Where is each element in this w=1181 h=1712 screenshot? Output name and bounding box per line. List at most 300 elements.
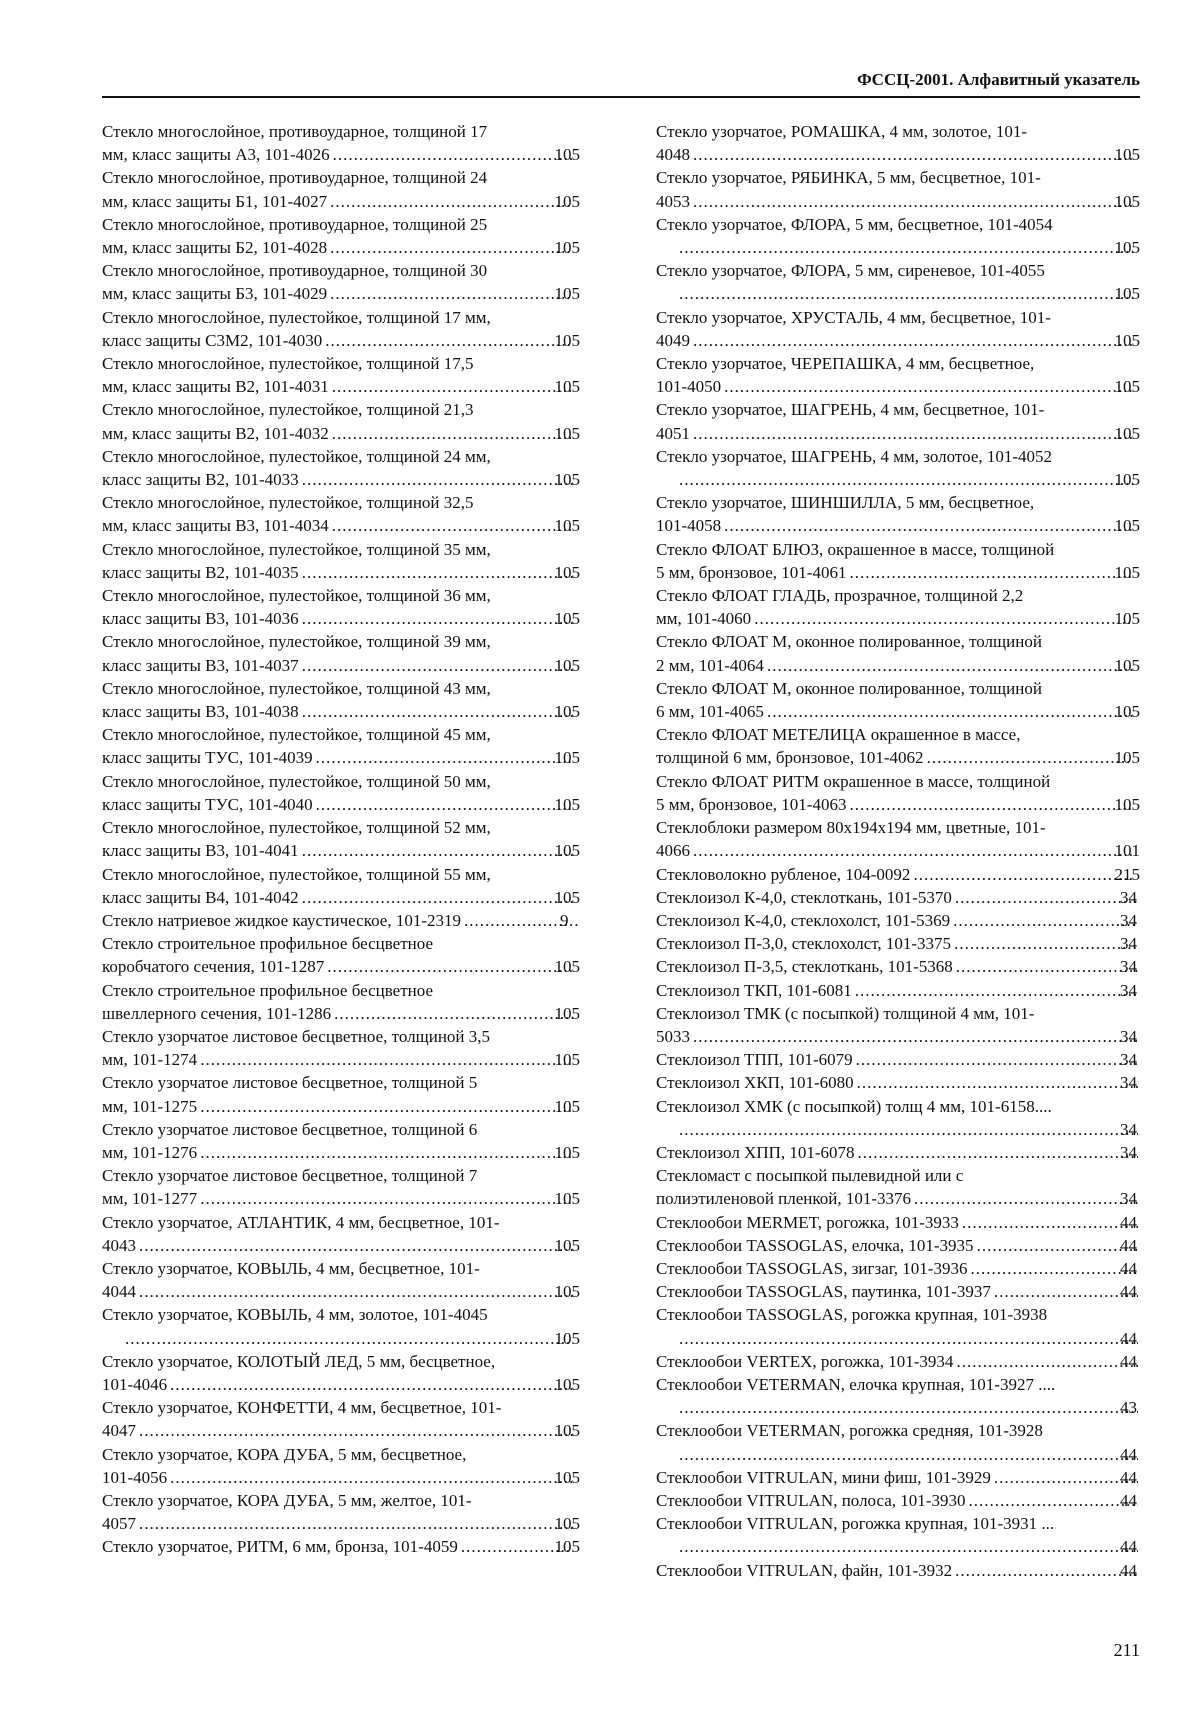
entry-text-head: Стекло узорчатое листовое бесцветное, толщиной 5 bbox=[102, 1073, 478, 1093]
entry-text: 4044 bbox=[102, 1282, 136, 1302]
entry-text: класс защиты В3, 101-4037 bbox=[102, 655, 299, 675]
index-entry: Стеклообои VITRULAN, мини фиш, 101-3929 ..... 44 bbox=[656, 1466, 1140, 1489]
entry-page-ref: 105 bbox=[1114, 609, 1140, 629]
index-entry bbox=[102, 1489, 580, 1535]
entry-page-ref: 105 bbox=[554, 841, 580, 861]
dot-leader bbox=[955, 1350, 1138, 1373]
entry-text-head: Стекло ФЛОАТ ГЛАДЬ, прозрачное, толщиной 2,2 bbox=[656, 586, 1024, 606]
entry-text-head: Стекло многослойное, противоударное, толщиной 30 bbox=[102, 261, 488, 281]
entry-page-ref: 105 bbox=[554, 957, 580, 977]
entry-text: класс защиты С3М2, 101-4030 bbox=[102, 330, 323, 350]
entry-text-head: Стекло многослойное, противоударное, толщиной 24 bbox=[102, 168, 488, 188]
dot-leader bbox=[692, 329, 1133, 352]
entry-text-head: Стеклообои VETERMAN, рогожка средняя, 101-3928 bbox=[656, 1421, 1043, 1441]
entry-text: 5 мм, бронзовое, 101-4061 bbox=[656, 562, 847, 582]
dot-leader bbox=[993, 1280, 1138, 1303]
entry-page-ref: 105 bbox=[554, 1003, 580, 1023]
entry-text: 4048 bbox=[656, 145, 690, 165]
dot-leader bbox=[331, 375, 573, 398]
dot-leader bbox=[953, 932, 1138, 955]
header-title: ФССЦ-2001. Алфавитный указатель bbox=[857, 70, 1140, 89]
entry-text-head: Стекло узорчатое, КОВЫЛЬ, 4 мм, золотое, 101-4045 bbox=[102, 1305, 488, 1325]
index-entry: Стеклообои VITRULAN, рогожка крупная, 101-3931 ... ..... 44 bbox=[656, 1512, 1140, 1558]
page-number: 211 bbox=[1113, 1640, 1140, 1660]
index-entry bbox=[656, 723, 1140, 769]
index-entry bbox=[102, 1164, 580, 1210]
entry-text: 101-4050 bbox=[656, 377, 722, 397]
index-entry: Стеклообои TASSOGLAS, зигзаг, 101-3936 ..... 44 bbox=[656, 1257, 1140, 1280]
index-entry bbox=[102, 816, 580, 862]
entry-text: толщиной 6 мм, бронзовое, 101-4062 bbox=[656, 748, 924, 768]
index-entry: Стеклоизол П-3,5, стеклоткань, 101-5368 ..... 34 bbox=[656, 955, 1140, 978]
entry-text: Стеклообои VITRULAN, мини фиш, 101-3929 bbox=[656, 1467, 991, 1487]
entry-text: Стеклообои TASSOGLAS, елочка, 101-3935 bbox=[656, 1235, 974, 1255]
entry-page-ref: 105 bbox=[1114, 470, 1140, 490]
dot-leader bbox=[199, 1048, 572, 1071]
index-entry bbox=[102, 1071, 580, 1117]
dot-leader bbox=[976, 1234, 1138, 1257]
entry-page-ref: 105 bbox=[554, 1421, 580, 1441]
dot-leader bbox=[954, 1559, 1138, 1582]
entry-page-ref: 105 bbox=[554, 423, 580, 443]
entry-text-head: Стекло многослойное, пулестойкое, толщиной 21,3 bbox=[102, 400, 474, 420]
index-entry: Стеклообои TASSOGLAS, рогожка крупная, 101-3938 ..... 44 bbox=[656, 1303, 1140, 1349]
entry-text-head: Стекло ФЛОАТ РИТМ окрашенное в массе, толщиной bbox=[656, 771, 1051, 791]
index-entry bbox=[102, 677, 580, 723]
dot-leader bbox=[855, 1048, 1138, 1071]
index-entry bbox=[656, 863, 1140, 886]
index-entry bbox=[102, 491, 580, 537]
index-entry: Стеклоизол ХМК (с посыпкой) толщ 4 мм, 101-6158.... ..... 34 bbox=[656, 1095, 1140, 1141]
entry-text-head: Стекло ФЛОАТ М, оконное полированное, толщиной bbox=[656, 678, 1042, 698]
entry-text-head: Стекло многослойное, пулестойкое, толщиной 43 мм, bbox=[102, 678, 491, 698]
index-entry bbox=[656, 352, 1140, 398]
entry-text-head: Стекло узорчатое листовое бесцветное, толщиной 3,5 bbox=[102, 1026, 491, 1046]
entry-text-head: Стекло ФЛОАТ МЕТЕЛИЦА окрашенное в массе, bbox=[656, 725, 1021, 745]
index-entry bbox=[102, 979, 580, 1025]
entry-text-head: Стекло многослойное, пулестойкое, толщиной 32,5 bbox=[102, 493, 474, 513]
index-entry bbox=[656, 491, 1140, 537]
entry-text-head: Стекло узорчатое, ШАГРЕНЬ, 4 мм, бесцветное, 101- bbox=[656, 400, 1045, 420]
index-column-right bbox=[656, 120, 1140, 1582]
entry-text: 4043 bbox=[102, 1235, 136, 1255]
index-entry bbox=[102, 398, 580, 444]
index-entry: Стекло натриевое жидкое каустическое, 101-2319 ..... 9 bbox=[102, 909, 580, 932]
entry-text-head: Стекло узорчатое, ФЛОРА, 5 мм, бесцветное, 101-4054 bbox=[656, 214, 1053, 234]
entry-text: класс защиты ТУС, 101-4040 bbox=[102, 794, 313, 814]
dot-leader bbox=[766, 654, 1133, 677]
dot-leader bbox=[692, 839, 1133, 862]
entry-text: 4049 bbox=[656, 330, 690, 350]
index-entry: Стеклоизол ТКП, 101-6081 ..... 34 bbox=[656, 979, 1140, 1002]
dot-leader bbox=[315, 793, 573, 816]
index-entry bbox=[656, 770, 1140, 816]
entry-page-ref: 105 bbox=[1114, 191, 1140, 211]
entry-text: 4057 bbox=[102, 1514, 136, 1534]
entry-text: мм, класс защиты Б1, 101-4027 bbox=[102, 191, 328, 211]
dot-leader bbox=[678, 1396, 1138, 1419]
dot-leader bbox=[753, 607, 1132, 630]
entry-text: Стеклоизол К-4,0, стеклохолст, 101-5369 bbox=[656, 910, 951, 930]
entry-text-head: Стекло многослойное, пулестойкое, толщиной 50 мм, bbox=[102, 771, 491, 791]
entry-text-head: Стекло многослойное, пулестойкое, толщиной 17,5 bbox=[102, 354, 474, 374]
index-entry bbox=[102, 1257, 580, 1303]
index-entry bbox=[656, 816, 1140, 862]
entry-text-head: Стекло многослойное, пулестойкое, толщиной 17 мм, bbox=[102, 307, 491, 327]
index-entry bbox=[102, 166, 580, 212]
entry-text: мм, класс защиты В2, 101-4032 bbox=[102, 423, 329, 443]
entry-text: мм, 101-4060 bbox=[656, 609, 752, 629]
entry-text: Стеклообои VITRULAN, полоса, 101-3930 bbox=[656, 1490, 966, 1510]
dot-leader bbox=[678, 1443, 1138, 1466]
index-entry bbox=[102, 352, 580, 398]
entry-text: Стекловолокно рубленое, 104-0092 bbox=[656, 864, 911, 884]
entry-text: класс защиты В2, 101-4035 bbox=[102, 562, 299, 582]
entry-text: Стеклоизол ТКП, 101-6081 bbox=[656, 980, 852, 1000]
entry-text-head: Стекло узорчатое, КОНФЕТТИ, 4 мм, бесцветное, 101- bbox=[102, 1398, 502, 1418]
entry-text: 101-4058 bbox=[656, 516, 722, 536]
entry-page-ref: 105 bbox=[554, 238, 580, 258]
dot-leader bbox=[124, 1327, 573, 1350]
entry-text-head: Стекло многослойное, противоударное, толщиной 17 bbox=[102, 122, 488, 141]
entry-page-ref: 105 bbox=[554, 1328, 580, 1348]
entry-text: 4047 bbox=[102, 1421, 136, 1441]
entry-text: 4066 bbox=[656, 841, 690, 861]
entry-text: 101-4056 bbox=[102, 1467, 168, 1487]
entry-page-ref: 105 bbox=[1114, 145, 1140, 165]
index-entry bbox=[102, 1535, 580, 1558]
entry-text: 2 мм, 101-4064 bbox=[656, 655, 764, 675]
entry-text: мм, 101-1274 bbox=[102, 1050, 198, 1070]
dot-leader bbox=[678, 282, 1133, 305]
entry-page-ref: 105 bbox=[1114, 516, 1140, 536]
entry-text: 6 мм, 101-4065 bbox=[656, 702, 764, 722]
entry-text: коробчатого сечения, 101-1287 bbox=[102, 957, 325, 977]
entry-page-ref: 105 bbox=[554, 702, 580, 722]
entry-page-ref: 105 bbox=[554, 1514, 580, 1534]
entry-text: класс защиты В3, 101-4036 bbox=[102, 609, 299, 629]
dot-leader bbox=[324, 329, 572, 352]
entry-page-ref: 105 bbox=[554, 1096, 580, 1116]
index-entry bbox=[102, 770, 580, 816]
entry-text: 5033 bbox=[656, 1026, 690, 1046]
entry-page-ref: 105 bbox=[554, 1374, 580, 1394]
running-header bbox=[102, 66, 1140, 98]
entry-text-head: Стекло узорчатое листовое бесцветное, толщиной 6 bbox=[102, 1119, 478, 1139]
index-entry bbox=[656, 538, 1140, 584]
index-entry: Стекломаст с посыпкой пылевидной или с полиэтиленовой пленкой, 101-3376 ..... 34 bbox=[656, 1164, 1140, 1210]
index-entry bbox=[102, 723, 580, 769]
entry-page-ref: 105 bbox=[1114, 794, 1140, 814]
index-entry bbox=[102, 1025, 580, 1071]
entry-text-head: Стекло узорчатое, РОМАШКА, 4 мм, золотое, 101- bbox=[656, 122, 1028, 141]
entry-text-head: Стеклоблоки размером 80x194x194 мм, цветные, 101- bbox=[656, 818, 1046, 838]
index-entry: Стеклоизол ТПП, 101-6079 ..... 34 bbox=[656, 1048, 1140, 1071]
entry-text-head: Стекломаст с посыпкой пылевидной или с bbox=[656, 1166, 964, 1186]
entry-page-ref: 105 bbox=[554, 562, 580, 582]
index-entry: Стеклообои VITRULAN, полоса, 101-3930 ..... 44 bbox=[656, 1489, 1140, 1512]
dot-leader bbox=[854, 979, 1138, 1002]
entry-text: 5 мм, бронзовое, 101-4063 bbox=[656, 794, 847, 814]
dot-leader bbox=[926, 746, 1133, 769]
entry-text-head: Стекло узорчатое, КОРА ДУБА, 5 мм, бесцветное, bbox=[102, 1444, 467, 1464]
dot-leader bbox=[169, 1373, 572, 1396]
dot-leader bbox=[913, 1187, 1138, 1210]
entry-text: мм, класс защиты В2, 101-4031 bbox=[102, 377, 329, 397]
entry-text: мм, класс защиты Б2, 101-4028 bbox=[102, 238, 328, 258]
entry-text-head: Стекло многослойное, пулестойкое, толщиной 39 мм, bbox=[102, 632, 491, 652]
entry-page-ref: 105 bbox=[554, 330, 580, 350]
index-entry: Стеклообои TASSOGLAS, паутинка, 101-3937 ..... 44 bbox=[656, 1280, 1140, 1303]
entry-page-ref: 105 bbox=[554, 1537, 580, 1557]
index-entry bbox=[102, 1443, 580, 1489]
dot-leader bbox=[912, 863, 1132, 886]
index-entry: Стеклоизол К-4,0, стеклоткань, 101-5370 ..... 34 bbox=[656, 886, 1140, 909]
entry-page-ref: 105 bbox=[554, 377, 580, 397]
entry-text: 4051 bbox=[656, 423, 690, 443]
index-entry bbox=[656, 584, 1140, 630]
index-entry bbox=[102, 120, 580, 166]
dot-leader bbox=[301, 468, 573, 491]
entry-text-head: Стеклообои TASSOGLAS, рогожка крупная, 101-3938 bbox=[656, 1305, 1048, 1325]
entry-text-head: Стекло узорчатое, ЧЕРЕПАШКА, 4 мм, бесцветное, bbox=[656, 354, 1035, 374]
entry-text: Стеклообои MERMET, рогожка, 101-3933 bbox=[656, 1212, 959, 1232]
entry-page-ref: 215 bbox=[1114, 864, 1140, 884]
entry-text: Стеклообои TASSOGLAS, паутинка, 101-3937 bbox=[656, 1282, 991, 1302]
entry-text-head: Стеклоизол ХМК (с посыпкой) толщ 4 мм, 101-6158.... bbox=[656, 1096, 1052, 1116]
entry-page-ref: 105 bbox=[554, 1142, 580, 1162]
index-entry: Стеклообои VETERMAN, елочка крупная, 101-3927 .... ..... 43 bbox=[656, 1373, 1140, 1419]
entry-text: Стеклоизол К-4,0, стеклоткань, 101-5370 bbox=[656, 887, 952, 907]
entry-text: мм, 101-1276 bbox=[102, 1142, 198, 1162]
dot-leader bbox=[961, 1211, 1138, 1234]
entry-page-ref: 105 bbox=[1114, 562, 1140, 582]
entry-page-ref: 105 bbox=[554, 284, 580, 304]
dot-leader bbox=[332, 143, 573, 166]
entry-text: 4053 bbox=[656, 191, 690, 211]
index-entry: Стеклоизол П-3,0, стеклохолст, 101-3375 ..... 34 bbox=[656, 932, 1140, 955]
entry-page-ref: 105 bbox=[554, 1282, 580, 1302]
entry-page-ref: 105 bbox=[554, 1235, 580, 1255]
entry-page-ref: 105 bbox=[1114, 423, 1140, 443]
entry-text: Стекло узорчатое, РИТМ, 6 мм, бронза, 101-4059 bbox=[102, 1537, 458, 1557]
entry-text-head: Стекло многослойное, пулестойкое, толщиной 45 мм, bbox=[102, 725, 491, 745]
dot-leader bbox=[678, 468, 1133, 491]
entry-page-ref: 105 bbox=[1114, 377, 1140, 397]
entry-text-head: Стекло узорчатое, КОВЫЛЬ, 4 мм, бесцветное, 101- bbox=[102, 1258, 480, 1278]
dot-leader bbox=[301, 700, 573, 723]
entry-page-ref: 105 bbox=[554, 1189, 580, 1209]
index-entry: Стеклообои VITRULAN, файн, 101-3932 ..... 44 bbox=[656, 1559, 1140, 1582]
entry-text-head: Стекло многослойное, противоударное, толщиной 25 bbox=[102, 214, 488, 234]
index-entry bbox=[102, 1303, 580, 1349]
index-entry bbox=[102, 306, 580, 352]
entry-page-ref: 105 bbox=[554, 887, 580, 907]
dot-leader bbox=[199, 1187, 572, 1210]
entry-text-head: Стекло узорчатое, КОРА ДУБА, 5 мм, желтое, 101- bbox=[102, 1490, 472, 1510]
dot-leader bbox=[138, 1234, 573, 1257]
entry-text: Стеклообои TASSOGLAS, зигзаг, 101-3936 bbox=[656, 1258, 968, 1278]
entry-page-ref: 105 bbox=[554, 516, 580, 536]
index-entry bbox=[656, 630, 1140, 676]
index-entry bbox=[102, 1396, 580, 1442]
dot-leader bbox=[301, 561, 573, 584]
dot-leader bbox=[678, 1327, 1138, 1350]
entry-page-ref: 105 bbox=[554, 470, 580, 490]
entry-text: Стеклоизол П-3,5, стеклоткань, 101-5368 bbox=[656, 957, 953, 977]
entry-text-head: Стекло узорчатое, ФЛОРА, 5 мм, сиреневое, 101-4055 bbox=[656, 261, 1045, 281]
entry-text-head: Стекло узорчатое, ХРУСТАЛЬ, 4 мм, бесцветное, 101- bbox=[656, 307, 1051, 327]
dot-leader bbox=[766, 700, 1133, 723]
index-entry bbox=[102, 1350, 580, 1396]
entry-text: мм, класс защиты Б3, 101-4029 bbox=[102, 284, 328, 304]
entry-text-head: Стекло многослойное, пулестойкое, толщиной 55 мм, bbox=[102, 864, 491, 884]
index-entry bbox=[656, 213, 1140, 259]
dot-leader bbox=[955, 955, 1138, 978]
entry-text-head: Стекло узорчатое, КОЛОТЫЙ ЛЕД, 5 мм, бесцветное, bbox=[102, 1351, 496, 1371]
entry-text-head: Стекло строительное профильное бесцветное bbox=[102, 980, 434, 1000]
entry-page-ref: 105 bbox=[554, 794, 580, 814]
entry-text-head: Стекло узорчатое листовое бесцветное, толщиной 7 bbox=[102, 1166, 478, 1186]
entry-page-ref: 105 bbox=[554, 1050, 580, 1070]
index-entry bbox=[102, 445, 580, 491]
dot-leader bbox=[692, 422, 1133, 445]
entry-text-head: Стекло многослойное, пулестойкое, толщиной 24 мм, bbox=[102, 446, 491, 466]
entry-text-head: Стекло узорчатое, АТЛАНТИК, 4 мм, бесцветное, 101- bbox=[102, 1212, 500, 1232]
entry-text: 101-4046 bbox=[102, 1374, 168, 1394]
entry-text: мм, класс защиты А3, 101-4026 bbox=[102, 145, 330, 165]
dot-leader bbox=[678, 236, 1133, 259]
dot-leader bbox=[954, 886, 1138, 909]
dot-leader bbox=[329, 236, 572, 259]
dot-leader bbox=[856, 1071, 1138, 1094]
entry-text: Стеклообои VERTEX, рогожка, 101-3934 bbox=[656, 1351, 954, 1371]
entry-page-ref: 105 bbox=[554, 748, 580, 768]
dot-leader bbox=[199, 1141, 572, 1164]
dot-leader bbox=[692, 143, 1133, 166]
index-entry bbox=[656, 259, 1140, 305]
index-entry bbox=[656, 306, 1140, 352]
entry-text: класс защиты В3, 101-4038 bbox=[102, 702, 299, 722]
dot-leader bbox=[301, 654, 573, 677]
dot-leader bbox=[333, 1002, 572, 1025]
entry-text-head: Стекло узорчатое, ШИНШИЛЛА, 5 мм, бесцветное, bbox=[656, 493, 1035, 513]
index-entry: Стеклоизол ТМК (с посыпкой) толщиной 4 мм, 101- 5033 ..... 34 bbox=[656, 1002, 1140, 1048]
entry-page-ref: 105 bbox=[1114, 748, 1140, 768]
entry-text-head: Стекло многослойное, пулестойкое, толщиной 52 мм, bbox=[102, 818, 491, 838]
entry-text-head: Стеклообои VITRULAN, рогожка крупная, 101-3931 ... bbox=[656, 1514, 1055, 1534]
dot-leader bbox=[331, 422, 573, 445]
entry-page-ref: 105 bbox=[554, 191, 580, 211]
index-entry bbox=[102, 1211, 580, 1257]
entry-text: Стеклообои VITRULAN, файн, 101-3932 bbox=[656, 1560, 953, 1580]
entry-text: Стекло натриевое жидкое каустическое, 101-2319 bbox=[102, 910, 462, 930]
entry-page-ref: 101 bbox=[1114, 841, 1140, 861]
dot-leader bbox=[138, 1419, 573, 1442]
entry-text-head: Стекло ФЛОАТ М, оконное полированное, толщиной bbox=[656, 632, 1042, 652]
dot-leader bbox=[993, 1466, 1138, 1489]
dot-leader bbox=[723, 514, 1132, 537]
entry-page-ref: 105 bbox=[1114, 702, 1140, 722]
dot-leader bbox=[692, 1025, 1138, 1048]
dot-leader bbox=[967, 1489, 1138, 1512]
entry-text: мм, класс защиты В3, 101-4034 bbox=[102, 516, 329, 536]
dot-leader bbox=[169, 1466, 572, 1489]
entry-page-ref: 105 bbox=[1114, 655, 1140, 675]
dot-leader bbox=[199, 1095, 572, 1118]
dot-leader bbox=[315, 746, 573, 769]
index-entry: Стеклоизол ХПП, 101-6078 ..... 34 bbox=[656, 1141, 1140, 1164]
index-entry bbox=[102, 863, 580, 909]
index-entry: Стеклообои MERMET, рогожка, 101-3933 ..... 44 bbox=[656, 1211, 1140, 1234]
dot-leader bbox=[326, 955, 572, 978]
entry-text-head: Стекло узорчатое, ШАГРЕНЬ, 4 мм, золотое, 101-4052 bbox=[656, 446, 1053, 466]
index-entry bbox=[102, 538, 580, 584]
dot-leader bbox=[138, 1280, 573, 1303]
entry-page-ref: 105 bbox=[554, 609, 580, 629]
entry-page-ref: 105 bbox=[1114, 238, 1140, 258]
dot-leader bbox=[329, 190, 572, 213]
index-entry bbox=[656, 166, 1140, 212]
dot-leader bbox=[723, 375, 1132, 398]
dot-leader bbox=[329, 282, 572, 305]
entry-text: Стеклоизол ХКП, 101-6080 bbox=[656, 1073, 854, 1093]
entry-text: класс защиты В3, 101-4041 bbox=[102, 841, 299, 861]
entry-text: класс защиты В4, 101-4042 bbox=[102, 887, 299, 907]
index-entry: Стеклоизол ХКП, 101-6080 ..... 34 bbox=[656, 1071, 1140, 1094]
entry-text-head: Стеклообои VETERMAN, елочка крупная, 101-3927 .... bbox=[656, 1374, 1056, 1394]
dot-leader bbox=[138, 1512, 573, 1535]
index-entry: Стеклообои VETERMAN, рогожка средняя, 101-3928 ..... 44 bbox=[656, 1419, 1140, 1465]
dot-leader bbox=[848, 793, 1132, 816]
entry-text: Стеклоизол ТПП, 101-6079 bbox=[656, 1050, 853, 1070]
index-entry bbox=[102, 1118, 580, 1164]
index-entry bbox=[102, 213, 580, 259]
entry-text-head: Стекло узорчатое, РЯБИНКА, 5 мм, бесцветное, 101- bbox=[656, 168, 1041, 188]
dot-leader bbox=[301, 839, 573, 862]
entry-text: класс защиты В2, 101-4033 bbox=[102, 470, 299, 490]
entry-page-ref: 105 bbox=[554, 145, 580, 165]
entry-text-head: Стекло многослойное, пулестойкое, толщиной 36 мм, bbox=[102, 586, 491, 606]
entry-page-ref: 105 bbox=[554, 1467, 580, 1487]
entry-text: Стеклоизол П-3,0, стеклохолст, 101-3375 bbox=[656, 934, 952, 954]
entry-text: Стеклоизол ХПП, 101-6078 bbox=[656, 1142, 855, 1162]
index-entry bbox=[656, 445, 1140, 491]
entry-text: класс защиты ТУС, 101-4039 bbox=[102, 748, 313, 768]
entry-page-ref: 105 bbox=[554, 655, 580, 675]
entry-text-head: Стекло многослойное, пулестойкое, толщиной 35 мм, bbox=[102, 539, 491, 559]
entry-text-head: Стеклоизол ТМК (с посыпкой) толщиной 4 мм, 101- bbox=[656, 1003, 1035, 1023]
entry-text-head: Стекло ФЛОАТ БЛЮЗ, окрашенное в массе, толщиной bbox=[656, 539, 1055, 559]
entry-page-ref: 105 bbox=[1114, 330, 1140, 350]
index-entry bbox=[656, 120, 1140, 166]
index-entry bbox=[656, 677, 1140, 723]
entry-text: швеллерного сечения, 101-1286 bbox=[102, 1003, 332, 1023]
index-entry bbox=[102, 259, 580, 305]
entry-text: мм, 101-1275 bbox=[102, 1096, 198, 1116]
index-column-left bbox=[102, 120, 580, 1559]
dot-leader bbox=[848, 561, 1132, 584]
entry-text: мм, 101-1277 bbox=[102, 1189, 198, 1209]
entry-text: полиэтиленовой пленкой, 101-3376 bbox=[656, 1189, 912, 1209]
index-entry bbox=[102, 932, 580, 978]
index-entry: Стеклообои VERTEX, рогожка, 101-3934 ..... 44 bbox=[656, 1350, 1140, 1373]
entry-text-head: Стекло строительное профильное бесцветное bbox=[102, 934, 434, 954]
dot-leader bbox=[301, 607, 573, 630]
entry-page-ref: 105 bbox=[1114, 284, 1140, 304]
dot-leader bbox=[692, 190, 1133, 213]
dot-leader bbox=[969, 1257, 1138, 1280]
